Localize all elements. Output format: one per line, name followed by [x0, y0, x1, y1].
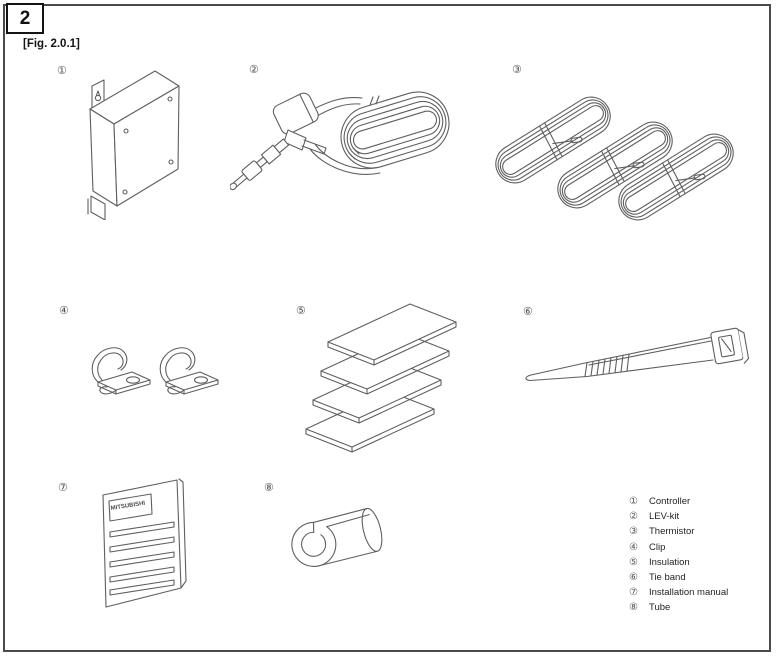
legend-marker: ⑤	[629, 556, 638, 568]
legend-marker: ⑥	[629, 571, 638, 583]
parts-legend	[629, 496, 728, 618]
item-marker-insulation: ⑤	[296, 305, 306, 317]
manual-brand-text: MITSUBISHI	[110, 500, 146, 512]
item-marker-installation-manual: ⑦	[58, 482, 68, 494]
legend-label: Clip	[649, 541, 666, 553]
legend-label: Thermistor	[649, 526, 695, 538]
item-marker-tube: ⑧	[264, 482, 274, 494]
tube-illustration	[288, 498, 398, 586]
thermistor-illustration	[488, 82, 756, 232]
legend-marker: ②	[629, 511, 638, 523]
legend-label: Controller	[649, 496, 691, 507]
legend-entry	[629, 542, 728, 557]
lev-kit-illustration	[230, 72, 460, 212]
legend-label: Installation manual	[649, 587, 729, 599]
clip-illustration	[88, 340, 223, 398]
legend-label: Insulation	[649, 556, 690, 568]
legend-marker: ⑧	[629, 602, 638, 614]
legend-entry	[629, 496, 728, 511]
legend-label: Tube	[649, 602, 671, 614]
legend-entry	[629, 602, 728, 617]
legend-marker: ⑦	[629, 587, 638, 599]
legend-marker: ④	[629, 541, 638, 553]
legend-entry	[629, 511, 728, 526]
page-number: 2	[19, 8, 31, 29]
legend-entry	[629, 526, 728, 541]
tie-band-illustration	[513, 318, 750, 396]
insulation-illustration	[300, 302, 462, 457]
controller-illustration	[85, 70, 205, 220]
item-marker-lev-kit: ②	[249, 64, 259, 76]
legend-label: Tie band	[649, 571, 686, 583]
figure-label: [Fig. 2.0.1]	[23, 38, 80, 50]
item-marker-controller: ①	[57, 65, 67, 77]
legend-entry	[629, 572, 728, 587]
legend-marker: ③	[629, 526, 638, 538]
legend-entry	[629, 587, 728, 602]
legend-entry	[629, 557, 728, 572]
item-marker-clip: ④	[59, 305, 69, 317]
legend-marker: ①	[629, 496, 638, 507]
item-marker-thermistor: ③	[512, 64, 522, 76]
installation-manual-illustration	[95, 477, 215, 619]
legend-label: LEV-kit	[649, 511, 680, 523]
item-marker-tie-band: ⑥	[523, 306, 533, 318]
page-number-box	[6, 3, 44, 34]
